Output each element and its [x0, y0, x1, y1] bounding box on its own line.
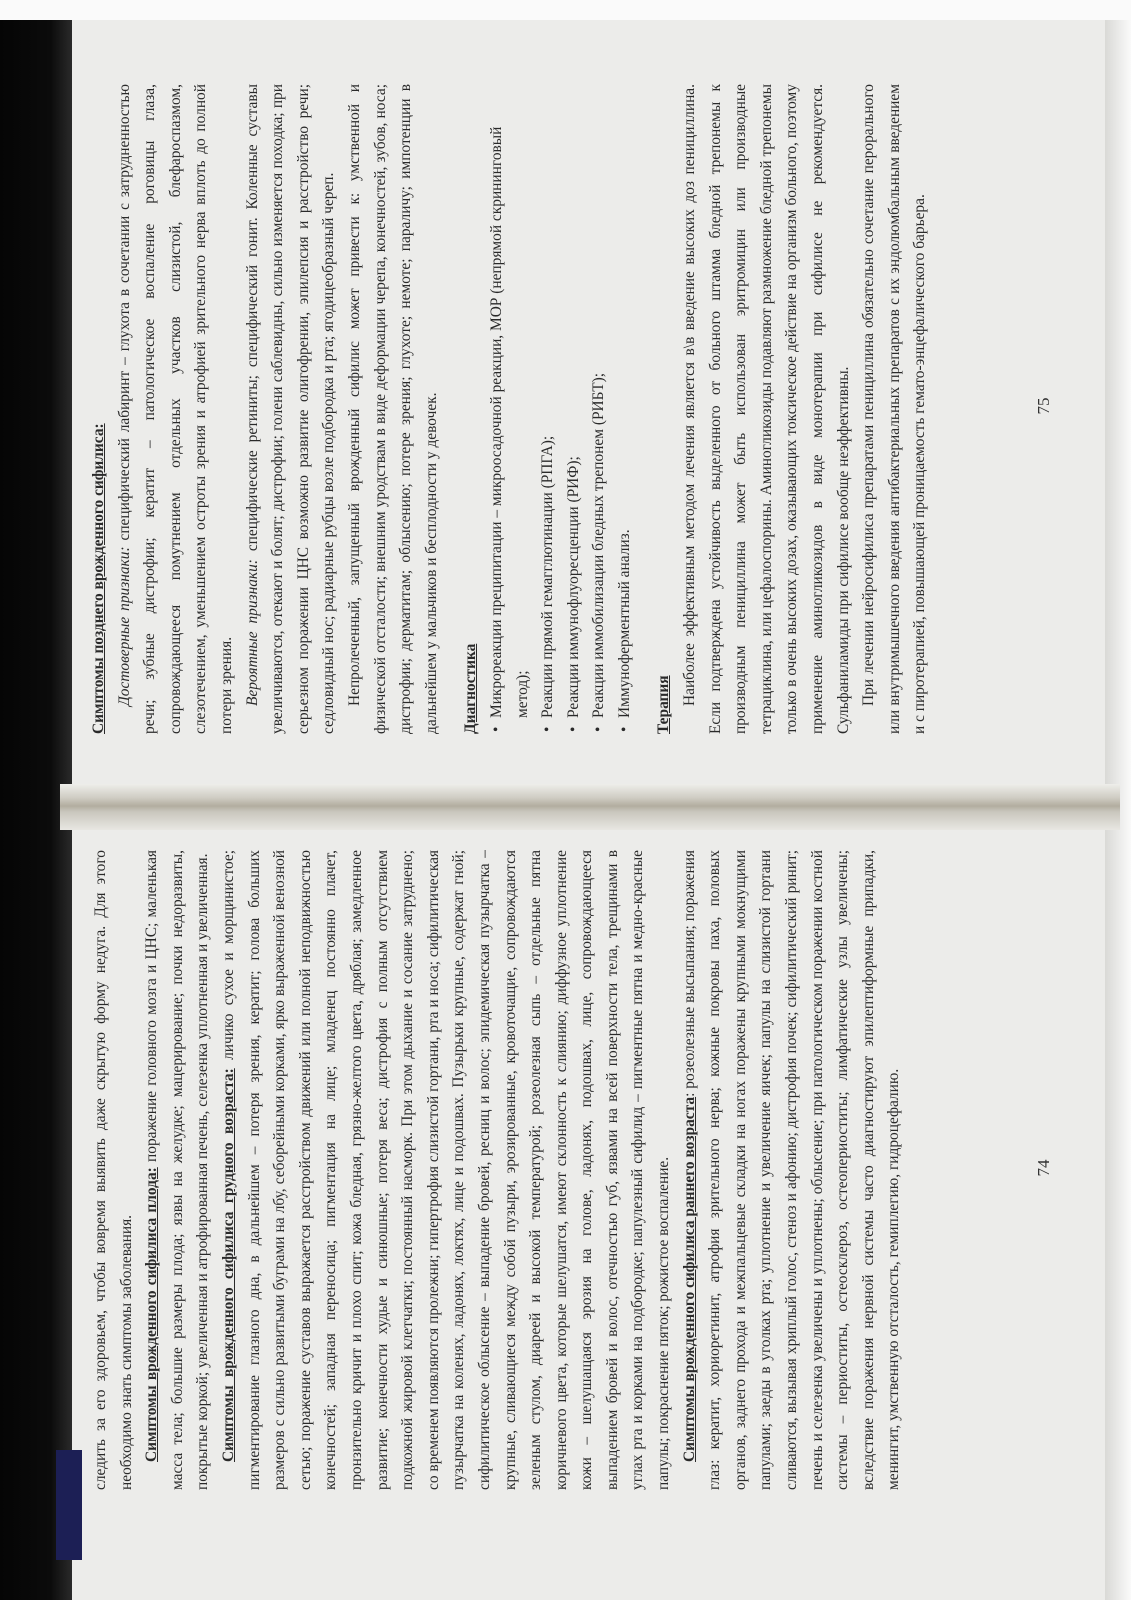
- untreated-paragraph: Непролеченный, запущенный врожденный сифилис может привести к: умственной и физической отсталости; внешним уродствам в виде деформации черепа, конечностей, зубов, носа; дистрофии; дерматитам; облысению; потере зрения; глухоте; немоте; параличу; импотенции в дальнейшем у мальчиков и бесплодности у девочек.: [345, 84, 440, 734]
- early-syphilis-heading: Симптомы врожденного сифилиса раннего возраста: [680, 1096, 698, 1462]
- bullet-icon: •: [590, 726, 608, 732]
- diagnostics-title: Диагностика: [462, 643, 480, 734]
- probable-signs-text: специфические ретиниты; специфический гонит. Коленные суставы увеличиваются, отекают и болят; дистрофии; голени саблевидны, сильно изменяется походка; при серьезном поражении ЦНС возможно развитие олигофрении, эпилепсия и расстройство речи; седловидный нос; радиарные рубцы возле подбородка и рта; ягодицеобразный череп.: [243, 84, 338, 734]
- list-item: • Реакции иммобилизации бледных трепонем (РИБТ);: [586, 84, 612, 734]
- page-number-right: 75: [1034, 397, 1053, 415]
- probable-signs-label: Вероятные признаки:: [243, 559, 261, 706]
- diagnostics-list: [484, 84, 638, 734]
- page-number-left: 74: [1034, 1159, 1053, 1177]
- fetal-syphilis-text: поражение головного мозга и ЦНС; маленькая масса тела; большие размеры плода; язвы на желудке; мацерирование; почки недоразвиты, покрытые коркой; увеличенная и атрофированная печень, селезенка уплотненная и увеличенная.: [143, 850, 212, 1490]
- scan-right-margin: [0, 0, 1131, 20]
- list-item: • Микрореакции преципитации – микроосадочной реакции, МОР (непрямой скрининговый метод);: [484, 84, 535, 734]
- fetal-syphilis-heading: Симптомы врожденного сифилиса плода:: [143, 1167, 161, 1462]
- bullet-icon: •: [539, 726, 557, 732]
- book-cover-edge: [56, 1450, 82, 1560]
- left-page: [88, 850, 1098, 1490]
- reliable-signs-paragraph: [112, 84, 240, 734]
- therapy-paragraph: Наиболее эффективным методом лечения является в\в введение высоких доз пенициллина. Если подтверждена устойчивость выделенного от больного штамма бледной трепонемы к производным пенициллина может быть использован эритромицин или производные тетрациклина, или цефалоспорины. Аминогликозиды подавляют размножение бледной трепонемы только в очень высоких дозах, оказывающих токсическое действие на организм больного, поэтому применение аминогликозидов в виде монотерапии при сифилисе не рекомендуется. Сульфаниламиды при сифилисе вообще неэффективны.: [681, 84, 852, 734]
- early-syphilis-paragraph: [677, 850, 907, 1490]
- probable-signs-paragraph: [240, 84, 342, 734]
- right-page: [86, 84, 1096, 734]
- list-item: • Иммуноферментный анализ.: [612, 84, 638, 734]
- bullet-icon: •: [564, 726, 582, 732]
- reliable-signs-text: специфический лабиринт – глухота в сочетании с затрудненностью речи; зубные дистрофии; кератит – патологическое воспаление роговицы глаза, сопровождающееся помутнением отдельных участков слизистой, блефароспазмом, слезотечением, уменьшением остроты зрения и атрофией зрительного нерва вплоть до полной потери зрения.: [115, 83, 235, 734]
- list-item: • Реакции прямой гемагглютинации (РПГА);: [535, 84, 561, 734]
- intro-paragraph: следить за его здоровьем, чтобы вовремя выявить даже скрытую форму недуга. Для этого необходимо знать симптомы заболевания.: [92, 850, 135, 1490]
- late-syphilis-title: Симптомы позднего врожденного сифилиса:: [90, 423, 107, 734]
- neurosyphilis-paragraph: При лечении нейросифилиса препаратами пенициллина обязательно сочетание перорального или внутримышечного введения антибактериальных препаратов с их эндолюмбальным введением и с пиротерапией, повышающей проницаемость гемато-энцефалического барьера.: [860, 84, 929, 734]
- bullet-icon: •: [615, 726, 633, 732]
- reliable-signs-label: Достоверные признаки:: [115, 546, 133, 706]
- infant-syphilis-text: личико сухое и морщинистое; пигментирование глазного дна, в дальнейшем – потеря зрения, кератит; голова больших размеров с сильно развитыми буграми на лбу, себорейными корками, ярко выраженной венозной сетью; поражение суставов выражается расстройством движений или полной неподвижностью конечностей; западная переносица; пигментация на лице; младенец постоянно плачет, пронзительно кричит и плохо спит; кожа бледная, грязно-желтого цвета, дряблая; замедленное развитие; конечности худые и синюшные; потеря веса; дистрофия с полным отсутствием подкожной жировой клетчатки; постоянный насморк. При этом дыхание и сосание затруднено; со временем появляются пролежни; гипертрофия слизистой гортани, рта и носа; сифилитическая пузырчатка на коленях, ладонях, локтях, лице и подошвах. Пузырьки крупные, содержат гной; сифилитическое облысение – выпадение бровей, ресниц и волос; эпидемическая пузырчатка – крупные, сливающиеся между собой пузыри, эрозированные, кровоточащие, сопровождаются зеленым стулом, диареей и высокой температурой; розеолезная сыпь – отдельные пятна коричневого цвета, которые шелушатся, имеют склонность к слиянию; диффузное уплотнение кожи – шелушащаяся эрозия на голове, ладонях, подошвах, лице, сопровождающееся выпадением бровей и волос, отечностью губ, язвами на всей поверхности тела, трещинами в углах рта и корками на подбородке; папулезный сифилид – пигментные пятна и медно-красные папулы; покраснение пяток; рожистое воспаление.: [219, 850, 673, 1490]
- book-gutter: [60, 784, 1120, 830]
- early-syphilis-text: : розеолезные высыпания; поражения глаз: кератит, хориоретинит, атрофия зрительного нерва; кожные покровы паха, половых органов, заднего прохода и межпальцевые складки на ногах поражены крупными мокнущими папулами; заеды в уголках рта; уплотнение и увеличение яичек; папулы на слизистой гортани сливаются, вызывая хриплый голос, стеноз и афонию; дистрофия почек; сифилитический ринит; печень и селезенка увеличены и уплотнены; облысение; при патологическом поражении костной системы – периоститы, остеосклероз, остеопериоститы; лимфатические узлы увеличены; вследствие поражения нервной системы часто диагностируют эпилептиформные припадки, менингит, умственную отсталость, гемиплегию, гидроцефалию.: [680, 850, 903, 1490]
- list-item: • Реакции иммунофлуоресценции (РИФ);: [561, 84, 587, 734]
- bullet-icon: •: [487, 726, 505, 732]
- fetal-syphilis-paragraph: [139, 850, 216, 1490]
- infant-syphilis-heading: Симптомы врожденного сифилиса грудного возраста:: [219, 1068, 237, 1462]
- infant-syphilis-paragraph: [216, 850, 677, 1490]
- therapy-title: Терапия: [655, 675, 673, 734]
